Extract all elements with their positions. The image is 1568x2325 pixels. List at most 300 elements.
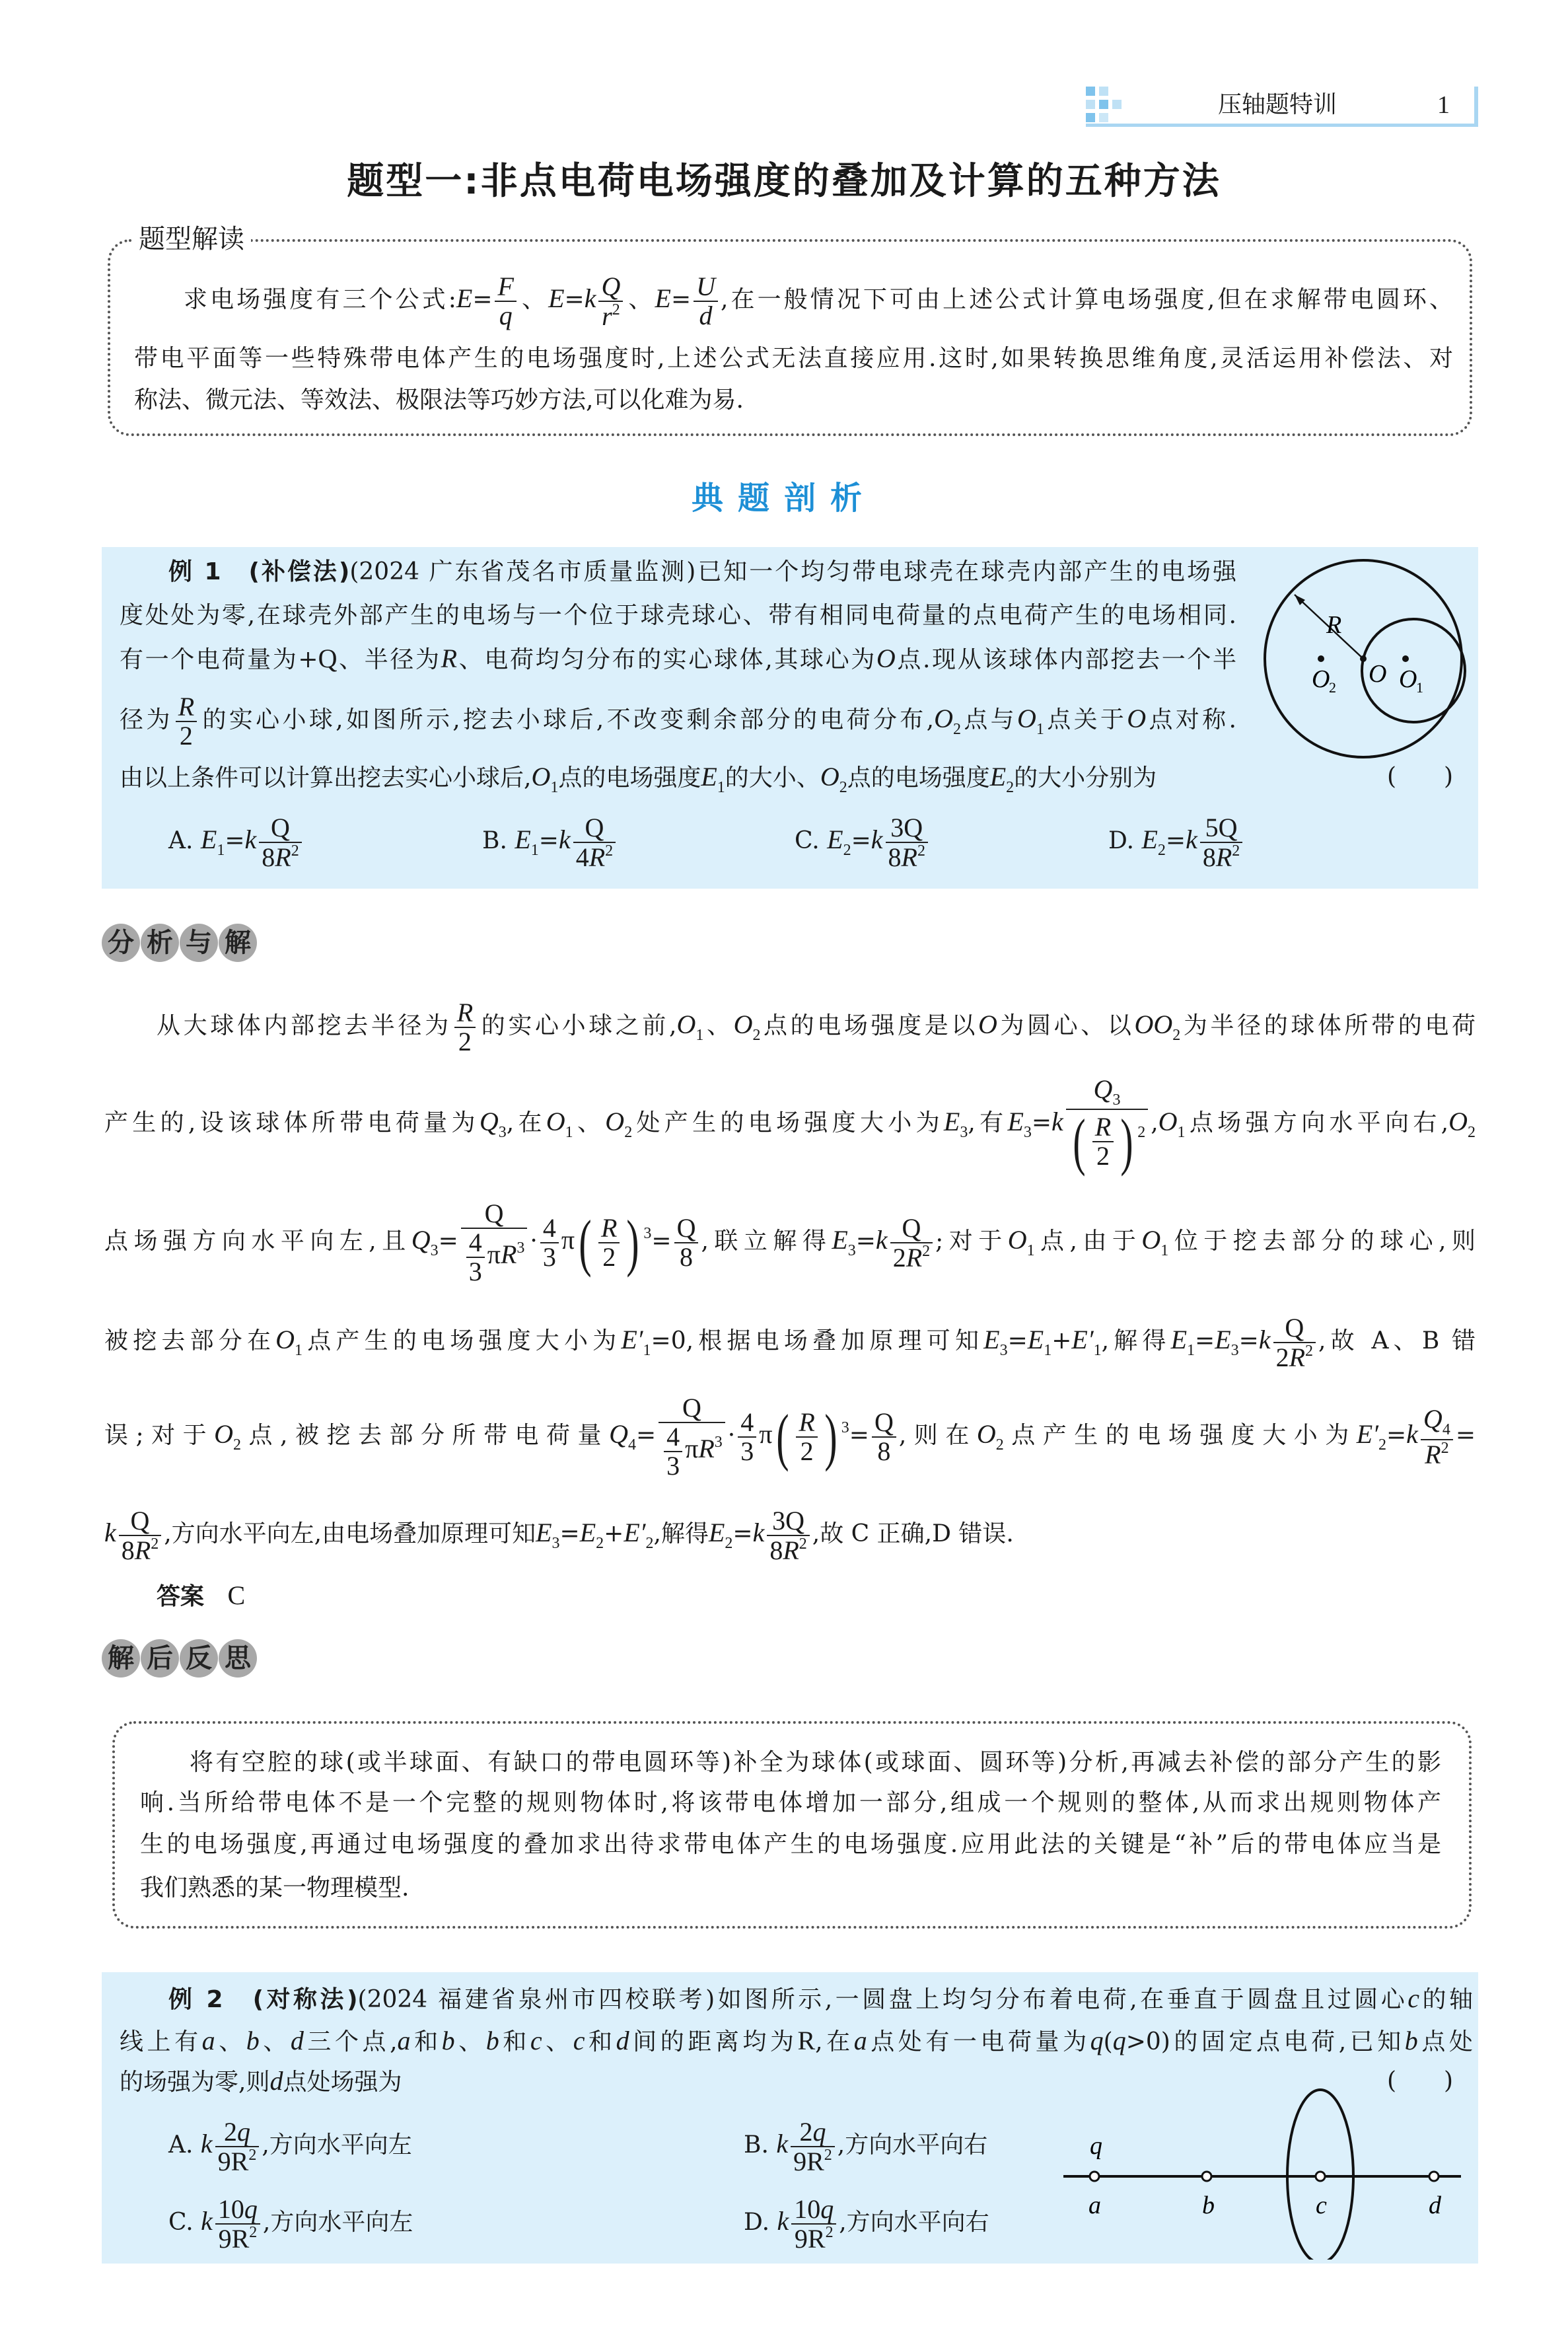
math-symbol: r <box>602 301 612 331</box>
text-run: (2024 福建省泉州市四校联考)如图所示,一圆盘上均匀分布着电荷,在垂直于圆盘且过圆心 <box>357 1986 1408 2013</box>
math-number: 2 <box>458 1027 472 1056</box>
superscript: 3 <box>643 1225 652 1242</box>
text-run: ;对于 <box>935 1228 1008 1255</box>
analysis-label <box>102 924 258 962</box>
text-run: + <box>604 1520 624 1547</box>
fraction <box>659 1394 725 1480</box>
text-run: 点场强方向水平向左,且 <box>104 1228 411 1255</box>
math-number: Q <box>874 1407 894 1437</box>
math-number: π <box>759 1419 773 1449</box>
text-line <box>120 689 1236 749</box>
math-number: Q <box>271 812 290 842</box>
math-symbol: R <box>134 1535 151 1565</box>
math-symbol: O <box>1007 1225 1027 1255</box>
math-number: 9R <box>218 2223 250 2254</box>
numerator <box>495 273 516 302</box>
subscript: 1 <box>1187 1342 1195 1359</box>
math-symbol: k <box>201 2206 213 2236</box>
text-run: 、 <box>542 2028 573 2055</box>
math-symbol: O <box>1448 1107 1468 1137</box>
text-run: , <box>1151 1109 1158 1137</box>
math-symbol: O <box>676 1010 696 1039</box>
fraction <box>454 999 476 1056</box>
denominator <box>176 722 197 750</box>
numerator <box>1421 1405 1453 1440</box>
text-line <box>140 1859 409 1918</box>
answer-option[interactable] <box>744 2192 989 2254</box>
text-run: ,在 <box>815 2028 854 2055</box>
fraction <box>1066 1074 1148 1177</box>
math-symbol: E <box>1215 1325 1231 1354</box>
denominator <box>461 1229 528 1286</box>
denominator <box>466 1258 485 1286</box>
answer-option[interactable] <box>744 2114 987 2174</box>
denominator <box>872 1438 896 1465</box>
answer-option[interactable] <box>168 2192 413 2254</box>
text-run: 点关于 <box>1044 706 1127 733</box>
fraction <box>1200 814 1242 871</box>
text-line <box>120 2051 402 2111</box>
text-run: = <box>559 1520 580 1547</box>
math-symbol: R <box>698 1434 715 1463</box>
math-symbol: d <box>269 2066 283 2096</box>
text-run: 径为 <box>120 706 173 733</box>
denominator <box>1066 1106 1148 1177</box>
denominator <box>215 2225 260 2253</box>
math-symbol: R <box>1094 1112 1112 1142</box>
answer-option[interactable] <box>168 810 304 872</box>
math-symbol: q <box>244 2194 258 2224</box>
math-symbol: O <box>214 1419 234 1449</box>
label-char: 解 <box>219 924 257 962</box>
subscript: 2 <box>233 1436 242 1454</box>
numerator <box>674 1214 699 1243</box>
right-paren: ) <box>824 1401 837 1472</box>
math-symbol: Q <box>1423 1404 1443 1434</box>
math-number: 8 <box>680 1242 694 1272</box>
text-run: 为圆心、以 <box>997 1012 1135 1039</box>
subscript: 1 <box>1036 721 1044 738</box>
math-number: π <box>561 1225 575 1255</box>
math-symbol: d <box>616 2026 629 2055</box>
text-run: 误;对于 <box>104 1422 215 1449</box>
subscript: 1 <box>1026 1242 1035 1259</box>
label-d: d <box>1429 2192 1441 2219</box>
text-run: 响.当所给带电体不是一个完整的规则物体时,将该带电体增加一部分,组成一个规则的整体,从而求出规则物体产 <box>140 1789 1441 1816</box>
text-run: 点处 <box>1417 2028 1473 2055</box>
disk-axis-figure <box>1057 2081 1466 2260</box>
denominator <box>791 2147 835 2176</box>
text-run: ,方向水平向左,由电场叠加原理可知 <box>164 1520 536 1547</box>
superscript: 3 <box>517 1239 525 1257</box>
math-symbol: O <box>876 644 896 673</box>
subscript: 1 <box>1160 1242 1169 1259</box>
denominator <box>454 1028 476 1056</box>
text-run: = <box>1165 827 1186 854</box>
numerator <box>461 1200 528 1229</box>
subscript: 2 <box>1378 1436 1386 1454</box>
math-number: π <box>487 1239 501 1269</box>
text-run: 处产生的电场强度大小为 <box>632 1109 944 1137</box>
fraction <box>573 814 616 871</box>
math-symbol: k <box>200 2129 213 2159</box>
point-O2 <box>1318 655 1324 662</box>
math-symbol: R <box>441 644 458 673</box>
math-symbol: R <box>500 1239 517 1269</box>
fraction <box>872 1409 896 1465</box>
math-symbol: k <box>244 825 257 854</box>
right-paren: ) <box>626 1207 640 1278</box>
label-O2: O <box>1312 665 1330 693</box>
text-run: 的轴 <box>1419 1986 1473 2013</box>
math-number: 8 <box>877 1436 891 1466</box>
text-run: B. <box>744 2131 777 2159</box>
label-char: 反 <box>180 1639 218 1678</box>
text-run: 的实心小球之前, <box>478 1012 677 1039</box>
text-run: C. <box>168 2209 201 2236</box>
math-number: 2 <box>799 2116 813 2147</box>
superscript: 2 <box>1441 1439 1449 1457</box>
text-run: 产生的,设该球体所带电荷量为 <box>104 1109 480 1137</box>
label-q: q <box>1090 2132 1102 2160</box>
text-run: 、 <box>215 2028 246 2055</box>
subscript: 3 <box>552 1535 560 1552</box>
math-symbol: E <box>200 825 217 854</box>
text-run: B. <box>482 827 515 854</box>
math-symbol: E <box>515 825 531 854</box>
text-run: 点处有一电荷量为 <box>867 2028 1090 2055</box>
math-symbol: k <box>777 2206 789 2236</box>
math-symbol: c <box>1408 1983 1419 2013</box>
math-symbol: k <box>1258 1325 1271 1354</box>
subscript: 3 <box>847 1242 856 1259</box>
math-symbol: O <box>546 1107 565 1137</box>
point-O1 <box>1402 655 1409 662</box>
math-symbol: q <box>1112 2026 1126 2055</box>
text-run: 我们熟悉的某一物理模型. <box>140 1874 410 1901</box>
math-number: 4 <box>468 1228 482 1257</box>
math-symbol: O <box>820 762 839 792</box>
math-symbol: k <box>104 1518 116 1547</box>
math-symbol: a <box>201 2026 215 2055</box>
subscript: 3 <box>1023 1124 1032 1142</box>
math-number: Q <box>585 812 604 842</box>
superscript: 3 <box>714 1434 723 1451</box>
math-symbol: O <box>1158 1107 1178 1137</box>
text-run: >0)的固定点电荷,已知 <box>1125 2028 1405 2055</box>
numerator <box>119 1507 161 1536</box>
math-symbol: E <box>832 1225 848 1255</box>
text-run: 线上有 <box>120 2028 202 2055</box>
math-number: 8 <box>888 842 902 872</box>
text-run: 点产生的电场强度大小为 <box>303 1327 622 1354</box>
text-line <box>157 995 1476 1054</box>
text-run: = <box>849 1422 869 1449</box>
text-line <box>184 269 1453 331</box>
text-run: 点的电场强度 <box>847 764 990 792</box>
text-run: = <box>1031 1109 1052 1137</box>
math-symbol: E <box>655 283 671 313</box>
math-number: 8 <box>262 842 275 872</box>
text-line <box>104 1393 1476 1481</box>
subscript: 1 <box>1044 1342 1052 1359</box>
parenthesized-group <box>1069 1106 1137 1177</box>
math-symbol: b <box>485 2026 499 2055</box>
math-number: 3 <box>468 1257 482 1286</box>
denominator <box>767 1536 809 1565</box>
math-symbol: q <box>499 301 513 330</box>
math-symbol: U <box>696 272 715 301</box>
fraction <box>796 1409 817 1465</box>
fraction <box>215 2118 260 2176</box>
text-run: D. <box>744 2209 777 2236</box>
text-line <box>104 1199 1476 1286</box>
math-symbol: E <box>1170 1325 1188 1354</box>
math-number: Q <box>902 1212 921 1243</box>
fraction <box>215 2196 260 2253</box>
label-R: R <box>1326 611 1342 639</box>
fraction <box>791 2118 835 2176</box>
subscript: 1 <box>1093 1342 1102 1359</box>
fraction <box>598 273 623 330</box>
numerator <box>738 1409 756 1438</box>
label-char: 思 <box>219 1639 257 1678</box>
math-symbol: E <box>943 1107 960 1137</box>
fraction <box>674 1214 699 1271</box>
math-number: 8 <box>1202 842 1216 872</box>
superscript: 2 <box>1305 1342 1314 1360</box>
math-number: 4 <box>542 1213 556 1243</box>
math-number: 2 <box>892 1242 906 1273</box>
math-number: 4 <box>666 1422 680 1452</box>
math-symbol: R <box>275 842 291 872</box>
text-run: ,故 C 正确,D 错误. <box>812 1520 1014 1547</box>
answer-bracket: ( ) <box>1387 2067 1454 2094</box>
math-symbol: E <box>708 1518 725 1547</box>
fraction <box>767 1507 809 1565</box>
subscript: 4 <box>627 1436 636 1454</box>
math-symbol: b <box>1404 2026 1418 2055</box>
page-title: 题型一:非点电荷电场强度的叠加及计算的五种方法 <box>347 160 1221 203</box>
numerator <box>694 273 718 302</box>
math-number: 2 <box>224 2116 237 2147</box>
text-run: ,则在 <box>898 1422 977 1449</box>
math-symbol: R <box>601 1213 618 1243</box>
parenthesized-group <box>772 1401 841 1472</box>
superscript: 2 <box>605 842 614 860</box>
math-number: Q <box>676 1213 696 1243</box>
text-run: = <box>732 1520 753 1547</box>
math-symbol: O <box>1017 704 1036 733</box>
numerator <box>767 1507 809 1536</box>
math-symbol: E <box>827 825 843 854</box>
math-symbol: E <box>1007 1107 1024 1137</box>
math-symbol: E <box>456 283 473 313</box>
superscript: 2 <box>612 301 620 318</box>
text-run: 、 <box>259 2028 291 2055</box>
text-run: = <box>1195 1327 1215 1354</box>
fraction <box>495 273 516 330</box>
text-line <box>134 371 744 430</box>
subscript: 2 <box>1157 842 1166 859</box>
math-symbol: k <box>1406 1419 1418 1449</box>
denominator <box>1092 1142 1114 1170</box>
math-symbol: Q <box>411 1225 431 1255</box>
text-run: (2024 广东省茂名市质量监测)已知一个均匀带电球壳在球壳内部产生的电场强 <box>349 558 1236 585</box>
subscript: 2 <box>995 1436 1004 1454</box>
denominator <box>886 843 928 871</box>
math-symbol: k <box>558 825 571 854</box>
subscript: 3 <box>498 1124 507 1142</box>
text-run: 、 <box>518 286 549 313</box>
math-symbol: E <box>1141 825 1158 854</box>
superscript: 2 <box>249 2223 258 2241</box>
text-run: = <box>635 1422 657 1449</box>
numerator <box>791 2118 835 2147</box>
fraction <box>176 693 197 750</box>
math-number: 8 <box>769 1535 783 1565</box>
math-symbol: O <box>1141 1225 1161 1255</box>
math-symbol: q <box>237 2116 250 2147</box>
math-symbol: O <box>976 1419 996 1449</box>
text-run: · <box>727 1422 736 1449</box>
subscript: 1 <box>565 1124 573 1142</box>
text-run: 的场强为零,则 <box>120 2069 270 2096</box>
math-symbol: k <box>776 2129 789 2159</box>
fraction <box>664 1423 682 1480</box>
point-d <box>1429 2172 1439 2181</box>
label-O: O <box>1369 660 1387 688</box>
math-number: 8 <box>121 1535 135 1565</box>
text-run: 三个点, <box>303 2028 398 2055</box>
label-a: a <box>1088 2192 1101 2219</box>
math-number: 9R <box>217 2146 249 2176</box>
subscript: 2 <box>843 842 851 859</box>
numerator <box>659 1394 725 1423</box>
math-symbol: O <box>531 762 551 792</box>
subscript: 1 <box>717 779 725 796</box>
text-run: 度处处为零,在球壳外部产生的电场与一个位于球壳球心、带有相同电荷量的点电荷产生的电场相同. <box>120 602 1236 629</box>
numerator <box>1092 1113 1114 1142</box>
text-run: 点产生的电场强度大小为 <box>1003 1422 1357 1449</box>
math-symbol: R <box>1215 842 1232 872</box>
math-number: 4 <box>740 1407 754 1437</box>
numerator <box>215 2196 260 2225</box>
text-run: 由以上条件可以计算出挖去实心小球后, <box>120 764 532 792</box>
fraction <box>466 1229 485 1286</box>
math-number: 3 <box>666 1451 680 1481</box>
text-run: = <box>651 1228 672 1255</box>
denominator <box>796 1438 817 1465</box>
fraction <box>540 1214 559 1271</box>
math-number: 9R <box>794 2223 826 2254</box>
parenthesized-group <box>575 1207 643 1278</box>
math-symbol: R <box>588 842 606 872</box>
math-number: π <box>685 1434 699 1463</box>
text-run: 位于挖去部分的球心,则 <box>1168 1228 1476 1255</box>
math-number: 5Q <box>1205 812 1238 842</box>
denominator <box>1421 1440 1453 1469</box>
text-run: A. <box>168 2131 201 2159</box>
math-symbol: k <box>875 1225 888 1255</box>
text-run: 的实心小球,如图所示,挖去小球后,不改变剩余部分的电荷分布, <box>199 706 935 733</box>
label-c: c <box>1316 2192 1327 2219</box>
math-number: 4 <box>575 842 589 872</box>
numerator <box>454 999 476 1028</box>
math-symbol: d <box>290 2026 304 2055</box>
math-number: 10 <box>794 2194 821 2224</box>
math-symbol: Q <box>1093 1074 1113 1104</box>
text-run: ( <box>1103 2028 1113 2055</box>
text-run: 点.现从该球体内部挖去一个半 <box>895 646 1236 673</box>
text-run: = <box>851 827 871 854</box>
math-symbol: d <box>699 301 713 330</box>
answer-option[interactable] <box>168 2114 412 2174</box>
text-run: 、 <box>454 2028 486 2055</box>
numerator <box>598 1214 620 1243</box>
fraction <box>791 2196 836 2253</box>
numerator <box>1200 814 1242 843</box>
superscript: 2 <box>1137 1124 1146 1142</box>
math-symbol: E <box>548 283 565 313</box>
superscript: 2 <box>291 842 299 860</box>
answer-option[interactable] <box>482 810 618 872</box>
subscript: 2 <box>645 1535 654 1552</box>
math-symbol: F <box>497 272 514 301</box>
math-symbol: E <box>989 762 1007 792</box>
label-char: 析 <box>141 924 179 962</box>
text-run: = <box>1007 1327 1028 1354</box>
fraction <box>259 814 301 871</box>
answer-option[interactable] <box>795 810 931 872</box>
section-heading: 典题剖析 <box>691 480 876 517</box>
denominator <box>664 1452 682 1480</box>
text-run: ,解得 <box>1101 1327 1171 1354</box>
numerator <box>791 2196 836 2225</box>
math-symbol: q <box>820 2194 834 2224</box>
fraction <box>694 273 718 330</box>
math-number: Q <box>130 1505 150 1535</box>
example-heading: 例 2 (对称法) <box>168 1986 358 2013</box>
math-number: 3Q <box>772 1505 804 1535</box>
numerator <box>466 1229 485 1258</box>
example-heading: 例 1 (补偿法) <box>168 558 350 585</box>
fraction <box>461 1200 528 1286</box>
numerator <box>1066 1076 1148 1110</box>
math-symbol: R <box>799 1407 815 1437</box>
text-run: ,有 <box>968 1109 1008 1137</box>
left-paren: ( <box>1073 1106 1086 1177</box>
math-symbol: O <box>275 1325 295 1354</box>
intro-label: 题型解读 <box>132 221 251 258</box>
text-run: ,方向水平向左 <box>262 2209 413 2236</box>
text-line <box>120 747 1157 807</box>
left-paren: ( <box>776 1401 789 1472</box>
math-number: 2 <box>602 1242 616 1272</box>
text-line <box>104 1503 1014 1563</box>
answer-option[interactable] <box>1108 810 1245 872</box>
label-b: b <box>1202 2192 1215 2219</box>
text-run: 和 <box>585 2028 616 2055</box>
math-symbol: c <box>573 2026 585 2055</box>
denominator <box>738 1438 756 1465</box>
text-run: ,在 <box>506 1109 546 1137</box>
math-symbol: k <box>584 283 596 313</box>
superscript: 2 <box>922 1242 931 1260</box>
numerator <box>886 814 928 843</box>
subscript: 3 <box>1112 1091 1121 1109</box>
subscript: 1 <box>217 842 225 859</box>
